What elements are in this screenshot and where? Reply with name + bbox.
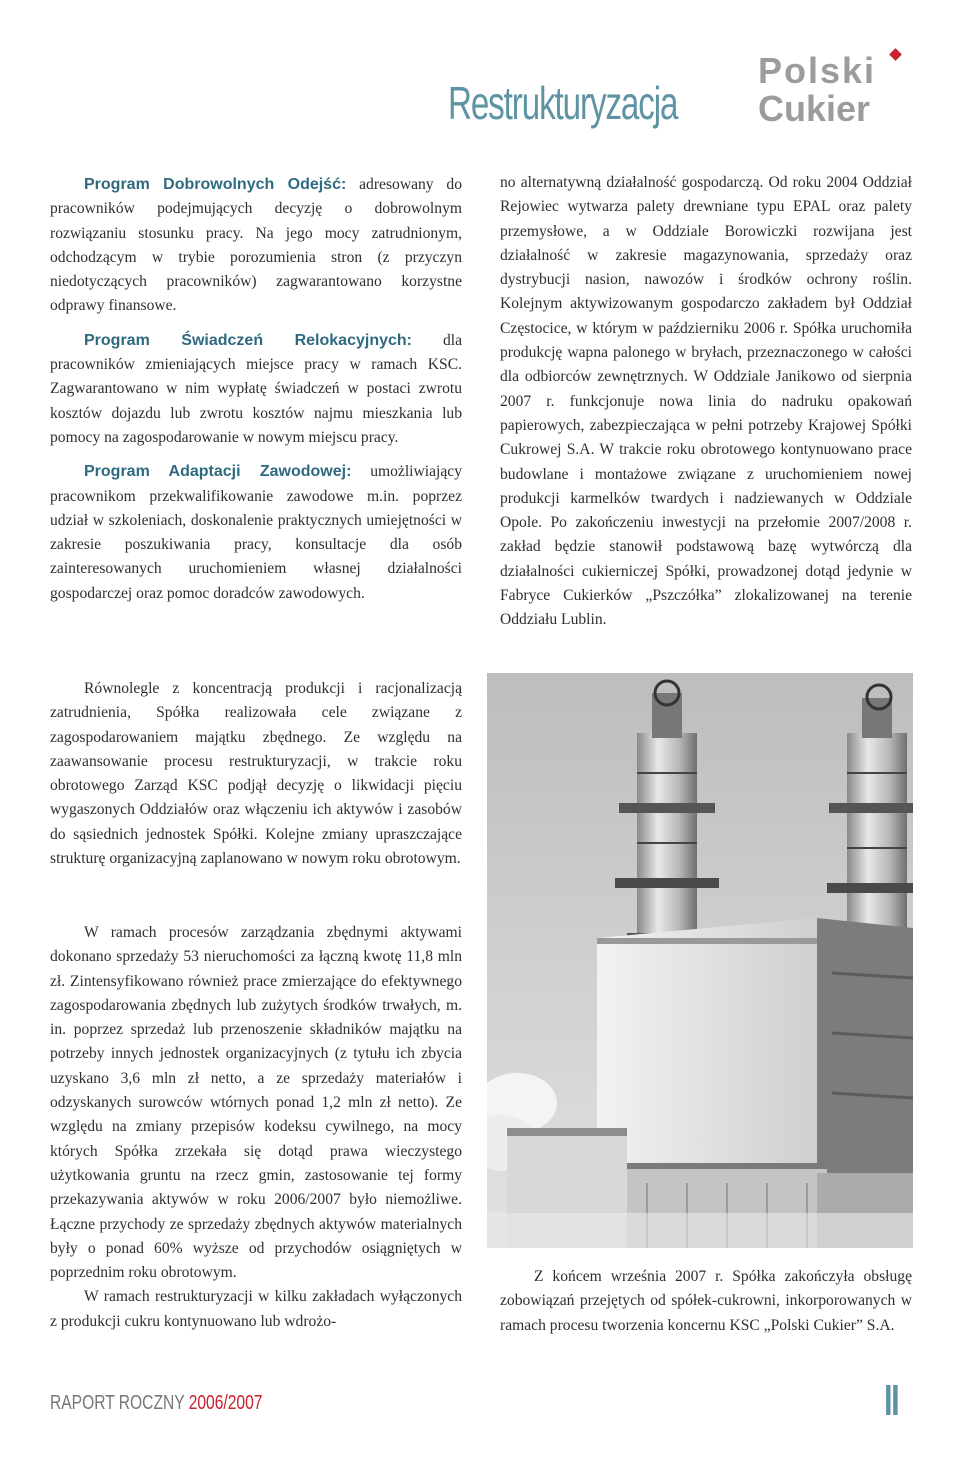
program-text: dla pracowników zmieniających miejsce pracy w ramach KSC. Zagwarantowano w nim wypłatę świadczeń w postaci zwrotu kosztów dojazdu lub zwrotu kosztów najmu mieszkania lub pomocy na zagospodarowanie w nowym miejscu pracy. — [50, 331, 463, 446]
program-title: Program Dobrowolnych Odejść: — [84, 176, 347, 193]
section-title: Restrukturyzacja — [448, 77, 678, 129]
body-paragraph: no alternatywną działalność gospodarczą. Od roku 2004 Oddział Rejowiec wytwarza palety drewniane typu EPAL oraz palety przemysłowe, a w Oddziale Borowiczki rozwijana jest działalność w zakresie magazynowania, sprzedaży oraz dystrybucji nasion, nawozów i środków ochrony roślin. Kolejnym aktywizowanym gospodarczo zakładem był Oddział Częstocice, w którym w październiku 2006 r. Spółka uruchomiła produkcję wapna palonego w bryłach, przeznaczonego w całości dla odbiorców zewnętrznych. W Oddziale Janikowo od sierpnia 2007 r. funkcjonuje nowa linia do nadruku opakowań papierowych, zabezpieczająca w pełni potrzeby Krajowej Spółki Cukrowej S.A. W trakcie roku obrotowego kontynuowano prace budowlane i montażowe związane z uruchomieniem nowej produkcji karmelków twardych i nadziewanych w Oddziale Opole. Po zakończeniu inwestycji na przełomie 2007/2008 r. zakład będzie stanowił podstawową bazę wytwórczą dla działalności cukierniczej Spółki, prowadzonej dotąd jedynie w Fabryce Cukierków „Pszczółka” zlokalizowanej na terenie Oddziału Lublin. — [500, 174, 912, 629]
program-title: Program Adaptacji Zawodowej: — [84, 463, 352, 481]
logo-line-2: Cukier — [758, 88, 871, 129]
caption-text: Z końcem września 2007 r. Spółka zakończyła obsługę zobowiązań przejętych od spółek-cukrowni, inkorporowanych w ramach procesu tworzenia koncernu KSC „Polski Cukier” S.A. — [500, 1268, 912, 1334]
logo — [758, 52, 918, 128]
program-text: umożliwiający pracownikom przekwalifikowanie zawodowe m.in. poprzez udział w szkoleniach, doskonalenie praktycznych umiejętności w zakresie poszukiwania pracy, konsultacje dla osób zainteresowanych uruchomieniem własnej działalności gospodarczej oraz pomoc doradców zawodowych. — [50, 463, 462, 602]
right-column-top — [500, 171, 912, 633]
program-text: adresowany do pracowników podejmujących decyzję o dobrowolnym rozwiązaniu stosunku pracy. Na jego mocy zatrudnionym, odchodzącym w trybie porozumienia stron (z przyczyn niedotyczących pracowników) zagwarantowano korzystne odprawy finansowe. — [50, 176, 462, 315]
page-number: II — [884, 1376, 899, 1425]
footer-report-label — [50, 1392, 262, 1415]
left-column-middle — [50, 677, 462, 871]
program-paragraph — [50, 329, 462, 450]
program-title: Program Świadczeń Relokacyjnych: — [84, 331, 412, 349]
body-paragraph: W ramach restrukturyzacji w kilku zakładach wyłączonych z produkcji cukru kontynuowano lub wdrożo- — [50, 1288, 462, 1330]
report-year: 2006/2007 — [188, 1392, 263, 1414]
left-column-programs — [50, 173, 462, 606]
program-paragraph — [50, 460, 462, 606]
body-paragraph: Równolegle z koncentracją produkcji i racjonalizacją zatrudnienia, Spółka realizowała cele związane z zagospodarowaniem majątku zbędnego. Ze względu na zaawansowanie procesu restrukturyzacji, w trakcie roku obrotowego Zarząd KSC podjął decyzję o likwidacji pięciu wygaszonych Oddziałów oraz włączeniu ich aktywów i zasobów do sąsiednich jednostek Spółki. Kolejne zmiany upraszczające strukturę organizacyjną zaplanowano w nowym roku obrotowym. — [50, 680, 462, 868]
factory-photo — [487, 673, 913, 1248]
logo-line-1: Polski — [758, 50, 877, 91]
body-paragraph: W ramach procesów zarządzania zbędnymi aktywami dokonano sprzedaży 53 nieruchomości za łączną kwotę 11,8 mln zł. Zintensyfikowano również prace zmierzające do efektywnego zagospodarowania zbędnych lub zużytych środków trwałych, m. in. poprzez sprzedaż lub przenoszenie składników majątku na potrzeby innych jednostek organizacyjnych (z tytułu ich zbycia uzyskano 3,6 mln zł netto, a ze sprzedaży materiałów i odzyskanych surowców wtórnych ponad 1,2 mln zł netto). Ze względu na zmiany przepisów kodeksu cywilnego, na mocy których Spółka zrzekała się dotąd prawa wieczystego użytkowania gruntu na rzecz gmin, zastosowanie tej formy przekazywania aktywów w roku 2006/2007 było niemożliwe. Łączne przychody ze sprzedaży zbędnych aktywów materialnych były o ponad 60% wyższe od przychodów osiągniętych w poprzednim roku obrotowym. — [50, 924, 462, 1282]
program-paragraph — [50, 173, 462, 319]
photo-caption — [500, 1265, 912, 1338]
report-label: RAPORT ROCZNY — [50, 1392, 189, 1414]
left-column-bottom — [50, 921, 462, 1334]
